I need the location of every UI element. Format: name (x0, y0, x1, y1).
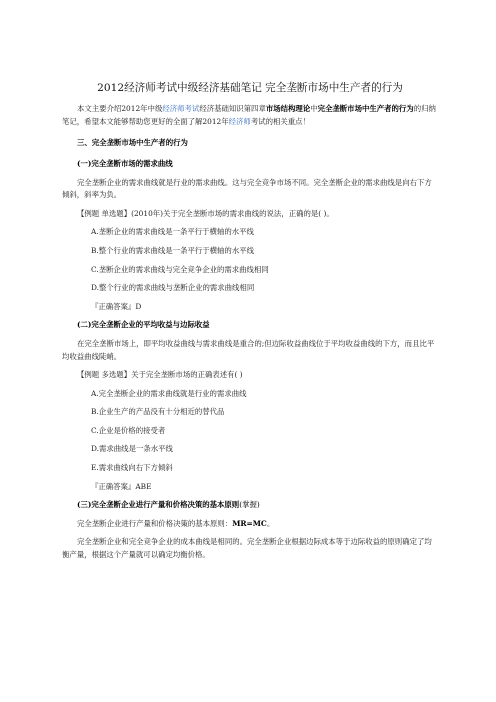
exam-link[interactable]: 经济师考试 (162, 104, 200, 113)
intro-paragraph (62, 103, 436, 128)
answer-option: D.整个行业的需求曲线与垄断企业的需求曲线相同 (91, 283, 255, 293)
correct-answer: 『正确答案』D (91, 301, 142, 311)
intro-bold-text: 市场结构理论 (265, 104, 311, 113)
paragraph-text: 完全垄断企业进行产量和价格决策的基本原则： (77, 518, 233, 528)
paragraph-text: 。 (266, 518, 275, 528)
document-body (62, 103, 436, 562)
answer-option: C.企业是价格的接受者 (91, 425, 166, 435)
economist-link[interactable]: 经济师 (228, 116, 251, 126)
subsection-heading: (一)完全垄断市场的需求曲线 (77, 158, 173, 168)
intro-text: 的归纳笔记，希望本文能够帮助您更好的全面了解2012年 (62, 104, 436, 126)
subsection-heading-note: (掌握) (239, 500, 260, 510)
answer-option: A.完全垄断企业的需求曲线就是行业的需求曲线 (91, 388, 247, 398)
answer-option: A.垄断企业的需求曲线是一条平行于横轴的水平线 (91, 227, 254, 237)
section-heading: 三、完全垄断市场中生产者的行为 (77, 137, 188, 147)
subsection-heading-text: (三)完全垄断企业进行产量和价格决策的基本原则 (77, 500, 240, 510)
answer-option: E.需求曲线向右下方倾斜 (91, 463, 173, 473)
intro-bold-text: 完全垄断市场中生产者的行为 (317, 104, 414, 113)
paragraph: 完全垄断企业的需求曲线就是行业的需求曲线。这与完全竞争市场不同。完全垄断企业的需求曲线是向右下方倾斜，斜率为负。 (62, 177, 432, 200)
answer-option: D.需求曲线是一条水平线 (91, 444, 173, 454)
intro-text: 经济基础知识第四章 (199, 104, 266, 113)
answer-option: B.企业生产的产品没有十分相近的替代品 (91, 407, 225, 417)
answer-option: B.整个行业的需求曲线是一条平行于横轴的水平线 (91, 245, 254, 255)
subsection-heading: (二)完全垄断企业的平均收益与边际收益 (77, 320, 210, 330)
correct-answer: 『正确答案』ABE (91, 481, 152, 491)
paragraph (62, 518, 436, 531)
example-question: 【例题 多选题】关于完全垄断市场的正确表述有( ) (77, 370, 243, 380)
intro-text: 考试的相关重点！ (250, 116, 310, 126)
intro-text: 中 (310, 104, 318, 113)
intro-text: 2012年中级 (121, 104, 163, 113)
formula-text: MR=MC (232, 518, 267, 528)
paragraph: 在完全垄断市场上，即平均收益曲线与需求曲线是重合的;但边际收益曲线位于平均收益曲线的下方，而且比平均收益曲线陡峭。 (62, 338, 435, 361)
subsection-heading (62, 499, 436, 512)
example-question: 【例题 单选题】(2010年)关于完全垄断市场的需求曲线的说法，正确的是( )。 (77, 208, 334, 218)
paragraph: 完全垄断企业和完全竞争企业的成本曲线是相同的。完全垄断企业根据边际成本等于边际收益的原则确定了均衡产量，根据这个产量就可以确定均衡价格。 (62, 537, 432, 560)
page-title: 2012经济师考试中级经济基础笔记 完全垄断市场中生产者的行为 (97, 82, 403, 94)
answer-option: C.垄断企业的需求曲线与完全竞争企业的需求曲线相同 (91, 264, 269, 274)
intro-text: 本文主要介绍 (77, 104, 122, 113)
